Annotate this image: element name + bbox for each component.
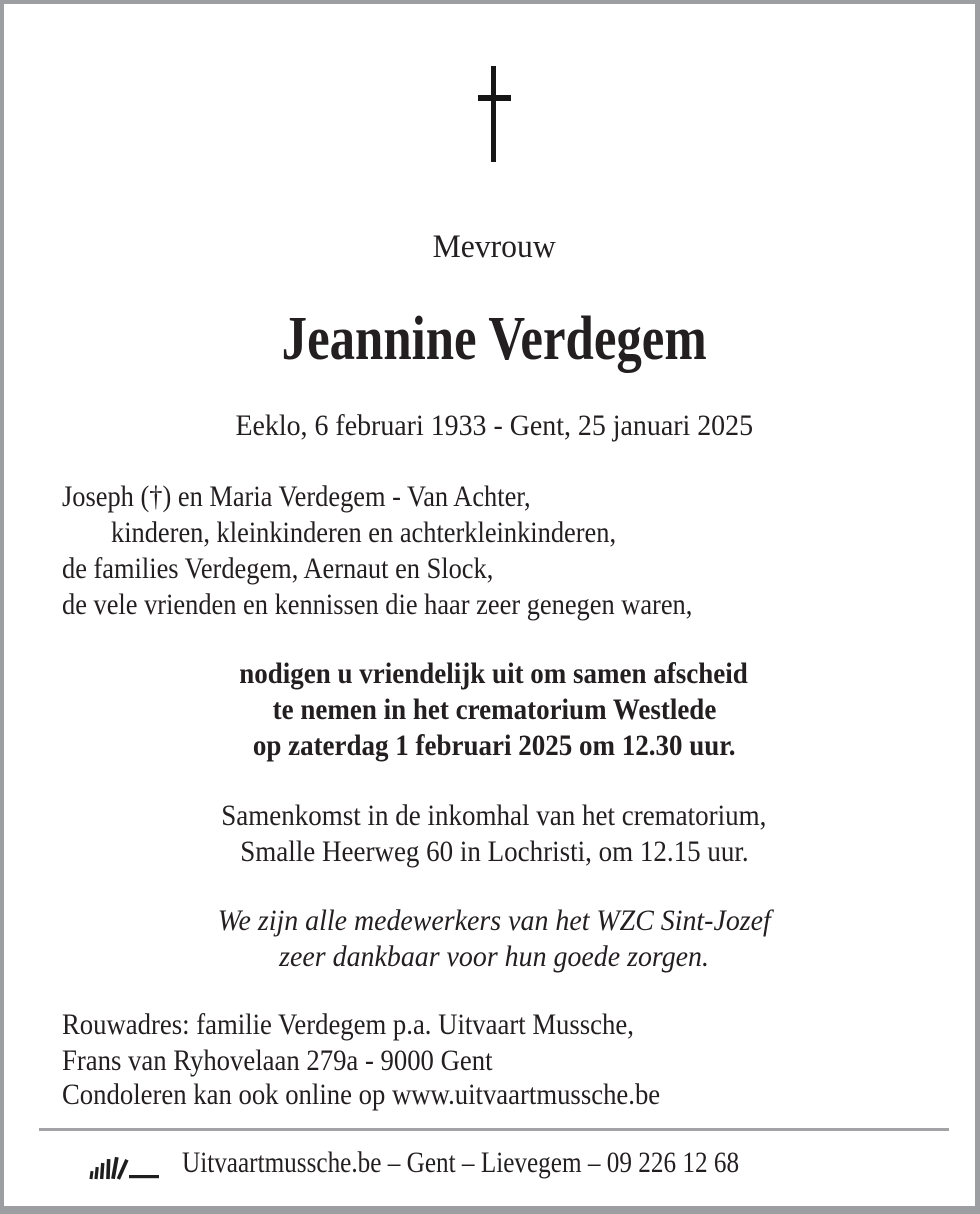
family-line-text: kinderen, kleinkinderen en achterkleinkinderen, [111, 516, 617, 549]
deceased-name [4, 304, 980, 375]
thanks-text: zeer dankbaar voor hun goede zorgen. [279, 940, 709, 973]
birth-death-dates [4, 409, 980, 443]
invitation-line [4, 693, 980, 727]
family-line [62, 552, 552, 586]
honorific-text: Mevrouw [432, 229, 556, 265]
thanks-text: We zijn alle medewerkers van het WZC Sint-Jozef [217, 904, 771, 937]
family-line-text: de families Verdegem, Aernaut en Slock, [62, 552, 494, 585]
deceased-name-text: Jeannine Verdegem [281, 305, 707, 373]
uitvaart-mussche-logo-icon [89, 1154, 161, 1180]
contact-line [62, 1044, 546, 1078]
gathering-text: Samenkomst in de inkomhal van het crematorium, [221, 799, 767, 832]
contact-line [62, 1008, 705, 1042]
footer-text: Uitvaartmussche.be – Gent – Lievegem – 09 226 12 68 [182, 1146, 740, 1179]
footer-contact-info [182, 1146, 845, 1180]
invitation-line [4, 729, 980, 763]
thanks-line [4, 940, 980, 974]
family-line [111, 516, 685, 550]
cross-icon [467, 66, 525, 162]
invitation-text: nodigen u vriendelijk uit om samen afscheid [239, 657, 749, 690]
footer-divider [39, 1128, 949, 1131]
family-line-text: Joseph (†) en Maria Verdegem - Van Achter, [62, 480, 531, 513]
invitation-text: op zaterdag 1 februari 2025 om 12.30 uur. [252, 729, 736, 762]
invitation-line [4, 657, 980, 691]
family-line [62, 480, 595, 514]
dates-text: Eeklo, 6 februari 1933 - Gent, 25 januari 2025 [235, 409, 753, 442]
family-line [62, 588, 778, 622]
honorific-title [4, 229, 980, 266]
footer-bar [4, 1146, 980, 1186]
contact-text: Rouwadres: familie Verdegem p.a. Uitvaart Mussche, [62, 1008, 634, 1041]
gathering-text: Smalle Heerweg 60 in Lochristi, om 12.15 uur. [239, 835, 749, 868]
family-line-text: de vele vrienden en kennissen die haar zeer genegen waren, [62, 588, 693, 621]
cross-vertical-bar [491, 66, 496, 162]
contact-line [62, 1078, 734, 1112]
invitation-text: te nemen in het crematorium Westlede [272, 693, 716, 726]
contact-text: Frans van Ryhovelaan 279a - 9000 Gent [62, 1044, 493, 1077]
gathering-line [4, 799, 980, 833]
contact-text: Condoleren kan ook online op www.uitvaartmussche.be [62, 1078, 661, 1111]
thanks-line [4, 904, 980, 938]
gathering-line [4, 835, 980, 869]
cross-horizontal-bar [478, 95, 511, 101]
